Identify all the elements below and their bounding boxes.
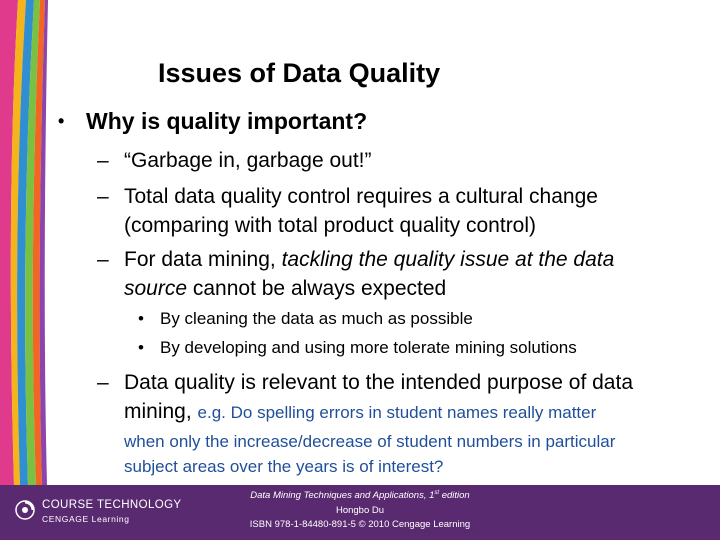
dash-marker: – xyxy=(97,149,109,172)
decorative-ribbons xyxy=(0,0,50,485)
dash-marker: – xyxy=(97,185,109,208)
sub-bullet-2-text: By developing and using more tolerate mining solutions xyxy=(160,338,577,357)
footer-book-title xyxy=(230,490,490,501)
book-title-text: Data Mining Techniques and Applications, 1 xyxy=(250,490,435,502)
dash-marker: – xyxy=(97,248,109,271)
subpoint-2-line-1: Total data quality control requires a cultural change xyxy=(124,185,598,208)
subpoint-4-small: e.g. Do spelling errors in student names really matter xyxy=(197,403,597,422)
footer-author: Hongbo Du xyxy=(335,505,385,516)
publisher-logo xyxy=(14,497,184,531)
book-title-suffix: edition xyxy=(439,490,470,502)
subpoint-3-suffix: cannot be always expected xyxy=(187,277,447,300)
subpoint-4 xyxy=(97,368,634,479)
subpoint-4-big: mining, xyxy=(124,400,198,423)
sub-bullet-1-text: By cleaning the data as much as possible xyxy=(160,309,473,328)
bullet-dot: • xyxy=(138,338,144,357)
dash-marker: – xyxy=(97,371,109,394)
footer-isbn: ISBN 978-1-84480-891-5 © 2010 Cengage Learning xyxy=(249,519,471,530)
subpoint-4-line-4: subject areas over the years is of interest? xyxy=(124,457,444,476)
bullet-dot: • xyxy=(138,309,144,328)
subpoint-3-line-1 xyxy=(124,245,614,274)
subpoint-1-text: “Garbage in, garbage out!” xyxy=(124,149,372,172)
main-bullet-text: Why is quality important? xyxy=(86,108,368,134)
subpoint-4-line-2 xyxy=(124,397,633,427)
subpoint-2-line-2: (comparing with total product quality control) xyxy=(124,214,537,237)
sub-bullet-2 xyxy=(138,338,577,358)
subpoint-2 xyxy=(97,182,598,240)
logo-line-1: COURSE TECHNOLOGY xyxy=(42,499,182,511)
sub-bullet-1 xyxy=(138,309,473,329)
subpoint-1 xyxy=(97,146,372,175)
book-title-sup: st xyxy=(434,490,440,496)
subpoint-3-line-2 xyxy=(124,274,614,303)
footer-bar xyxy=(0,485,720,540)
course-technology-logo-icon xyxy=(14,499,36,521)
logo-line-2: CENGAGE Learning xyxy=(42,514,130,524)
subpoint-3-italic: tackling the quality issue at the data xyxy=(281,248,615,271)
subpoint-4-line-3: when only the increase/decrease of student numbers in particular xyxy=(124,432,616,451)
slide-title: Issues of Data Quality xyxy=(158,58,441,88)
subpoint-3 xyxy=(97,245,615,303)
subpoint-3-italic-2: source xyxy=(124,277,188,300)
subpoint-3-prefix: For data mining, xyxy=(124,248,282,271)
subpoint-4-line-1: Data quality is relevant to the intended purpose of data xyxy=(124,371,634,394)
bullet-dot: • xyxy=(58,111,65,131)
